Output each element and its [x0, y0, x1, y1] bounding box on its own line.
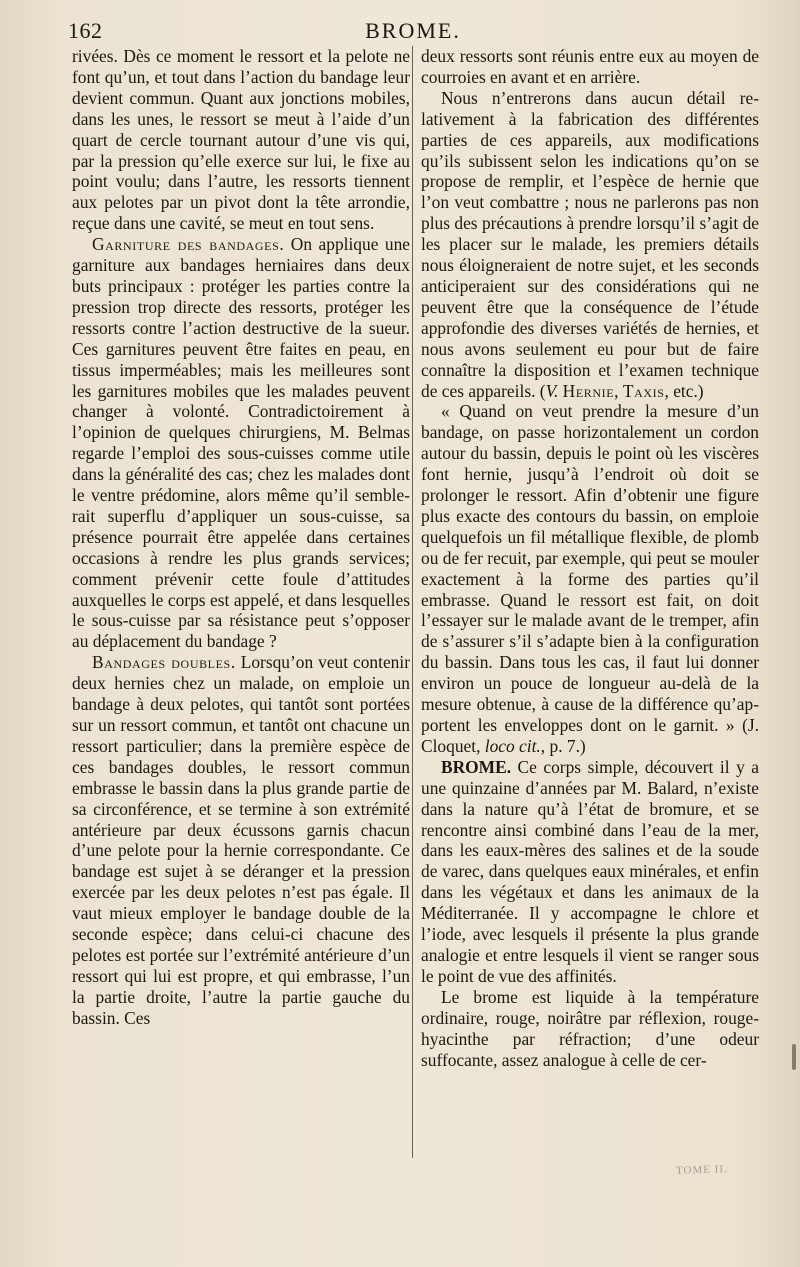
right-paragraph-1: deux ressorts sont réunis entre eux au moyen de courroies en avant et en arrière. [421, 46, 759, 87]
left-paragraph-3 [72, 652, 410, 1028]
reference-separator: , [614, 380, 623, 401]
right-paragraph-2 [421, 88, 759, 402]
reference-voyez: V. [545, 380, 559, 401]
right-paragraph-3-quote [421, 401, 759, 756]
left-paragraph-1: rivées. Dès ce moment le ressort et la pelote ne font qu’un, et tout dans l’action du bandage leur devient commun. Quant aux jonctions mobiles, dans les unes, le ressort se meut à l’aide d’un quart de cercle tournant autour d’une vis qui, par la pression qu’elle exerce sur lui, le fixe au point voulu; dans l’autre, les ressorts tiennent aux pelotes par un pivot dont la tête arrondie, reçue dans une cavité, se meut en tout sens. [72, 46, 410, 234]
right-paragraph-5: Le brome est liquide à la température ordinaire, rouge, noirâtre par réflexion, rouge-hyacinthe par réfraction; d’une odeur suffocante, assez analogue à celle de cer- [421, 986, 759, 1070]
quote-citation-end: , p. 7.) [540, 735, 586, 756]
right-column [421, 46, 759, 1070]
reference-hernie: Hernie [562, 380, 615, 401]
section-heading-garniture: Garniture des bandages. [92, 234, 285, 255]
quote-text: « Quand on veut prendre la mesure d’un bandage, on passe horizontalement un cordon autour du bassin, depuis le point où les viscères font hernie, jusqu’à l’endroit où doit se prolonger le ressort. Afin d’obtenir une figure plus exacte des contours du bassin, on emploie quelquefois un fil métallique flexible, de plomb ou de fer recuit, par exemple, qui peut se mouler exactement à la forme des parties qu’il embrasse. Quand le ressort est fait, on doit l’essayer sur le malade avant de le tremper, afin de s’assurer s’il s’adapte bien à la configuration du bassin. Dans tous les cas, il faut lui donner environ un pouce de longueur au-delà de la mesure obtenue, à cause de la différence qu’apportent les enveloppes dont on le garnit. » (J. Cloquet, [421, 401, 759, 756]
garniture-text: On applique une garniture aux bandages herniaires dans deux buts principaux : protéger les parties contre la pression trop directe des ressorts, protéger les ressorts contre l’action destructive de la sueur. Ces garnitures peuvent être faites en peau, en tissus imperméables; mais les meilleures sont les garnitures mobiles que les malades peuvent changer à volonté. Contradictoirement à l’opinion de quelques chirurgiens, M. Belmas regarde l’emploi des sous-cuisses comme utile dans la généralité des cas; chez les malades dont le ventre prédomine, alors même qu’il semblerait superflu d’appliquer un sous-cuisse, sa présence pourrait être appelée dans certaines occasions à rendre les plus grands services; comment prévenir cette foule d’attitudes auxquelles le corps est appelé, et dans lesquelles le sous-cuisse par sa résistance peut s’opposer au déplacement du bandage ? [72, 234, 410, 652]
left-paragraph-2 [72, 234, 410, 652]
section-heading-bandages-doubles: Bandages doubles. [92, 652, 236, 673]
reference-end: , etc.) [664, 380, 704, 401]
running-head: BROME. [365, 18, 461, 43]
page-number: 162 [68, 18, 103, 43]
quote-citation-italic: loco cit. [484, 735, 541, 756]
column-divider [412, 46, 413, 1158]
left-column [72, 46, 410, 1029]
right-paragraph-4 [421, 757, 759, 987]
reference-taxis: Taxis [622, 380, 665, 401]
fabrication-text: Nous n’entrerons dans aucun détail relativement à la fabrication des différentes parties de ces appareils, aux modifications qu’ils subissent selon les indications qu’on se propose de remplir, et l’espèce de hernie que l’on veut combattre ; nous ne parlerons pas non plus des précautions à prendre lorsqu’il s’agit de les placer sur le malade, les premiers détails nous éloigneraient de notre sujet, et les seconds anticiperaient sur des considérations qui ne peuvent être que la conséquence de l’étude approfondie des diverses variétés de hernies, et nous avons seulement eu pour but de faire connaître la disposition et l’examen technique de ces appareils. ( [421, 87, 759, 401]
bandages-doubles-text: Lorsqu’on veut contenir deux hernies chez un malade, on emploie un bandage à deux pelotes, qui tantôt sont portées sur un ressort commun, et tantôt ont chacune un ressort particulier; dans la première espèce de ces bandages doubles, le ressort commun embrasse le bassin dans la plus grande partie de sa circonférence, et se termine à son extrémité antérieure par deux écussons garnis chacun d’une pelote pour la hernie correspondante. Ce bandage est sujet à se déranger et la pression exercée par les deux pelotes n’est pas égale. Il vaut mieux employer le bandage double de la seconde espèce; dans celui-ci chacune des pelotes est portée sur l’extrémité antérieure d’un ressort qui lui est propre, et qui embrasse, l’un la partie droite, l’autre la partie gauche du bassin. Ces [72, 652, 410, 1028]
entry-heading-brome: BROME. [441, 756, 512, 777]
page-header [66, 18, 760, 46]
brome-definition-text: Ce corps simple, découvert il y a une quinzaine d’années par M. Balard, n’existe dans la nature qu’à l’état de bromure, et se rencontre ainsi combiné dans l’eau de la mer, dans les eaux-mères des salines et de la soude de varec, dans quelques eaux minérales, et enfin dans les végétaux et dans les animaux de la Méditerranée. Il y accompagne le chlore et l’iode, avec lesquels il présente la plus grande analogie et entre lesquels il vient se ranger sous le point de vue des affinités. [421, 756, 759, 986]
footer-signature: TOME II. [675, 1163, 728, 1177]
margin-mark [792, 1044, 796, 1070]
